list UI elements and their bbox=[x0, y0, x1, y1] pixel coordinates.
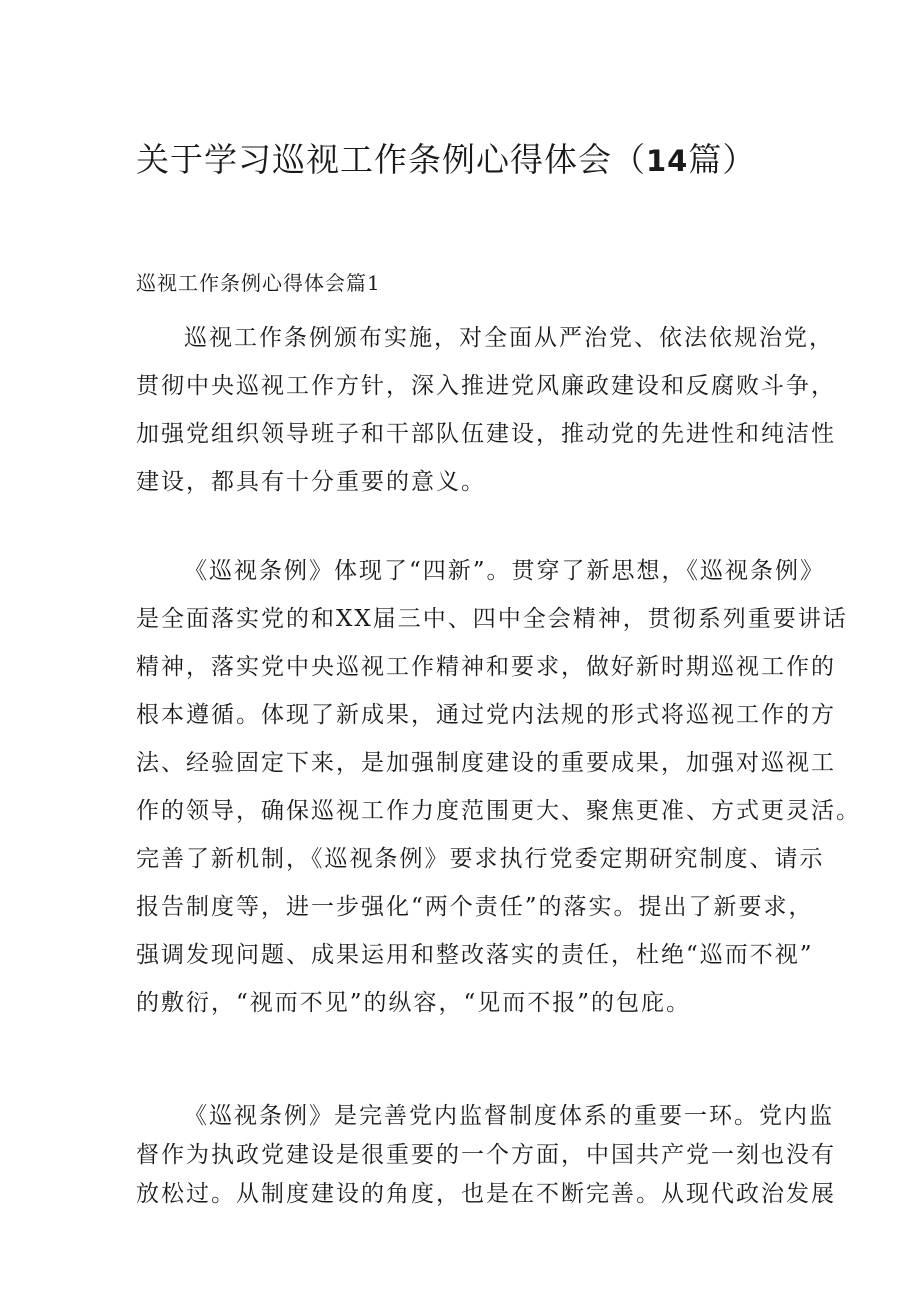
paragraph-line: 法、经验固定下来，是加强制度建设的重要成果，加强对巡视工 bbox=[136, 750, 836, 776]
paragraph-line: 精神，落实党中央巡视工作精神和要求，做好新时期巡视工作的 bbox=[136, 654, 836, 680]
paragraph-line: 《巡视条例》是完善党内监督制度体系的重要一环。党内监 bbox=[184, 1103, 834, 1129]
paragraph-line: 作的领导，确保巡视工作力度范围更大、聚焦更准、方式更灵活。 bbox=[136, 798, 861, 824]
paragraph-line: 强调发现问题、成果运用和整改落实的责任，杜绝“巡而不视” bbox=[136, 942, 814, 968]
paragraph-line: 贯彻中央巡视工作方针，深入推进党风廉政建设和反腐败斗争， bbox=[136, 373, 836, 399]
paragraph-line: 督作为执政党建设是很重要的一个方面，中国共产党一刻也没有 bbox=[136, 1142, 836, 1168]
paragraph-1 bbox=[136, 314, 836, 506]
paragraph-line: 的敷衍，“视而不见”的纵容，“见而不报”的包庇。 bbox=[136, 990, 692, 1016]
title-count: 14 bbox=[646, 144, 689, 178]
paragraph-line: 加强党组织领导班子和干部队伍建设，推动党的先进性和纯洁性 bbox=[136, 421, 836, 447]
document-title bbox=[136, 138, 856, 183]
paragraph-line: 《巡视条例》体现了“四新”。贯穿了新思想，《巡视条例》 bbox=[184, 558, 826, 584]
paragraph-line: 巡视工作条例颁布实施，对全面从严治党、依法依规治党， bbox=[184, 325, 834, 351]
paragraph-line: 建设，都具有十分重要的意义。 bbox=[136, 469, 486, 495]
title-prefix: 关于学习巡视工作条例心得体会（ bbox=[136, 140, 646, 179]
paragraph-line: 根本遵循。体现了新成果，通过党内法规的形式将巡视工作的方 bbox=[136, 702, 836, 728]
paragraph-line: 报告制度等，进一步强化“两个责任”的落实。提出了新要求， bbox=[136, 894, 814, 920]
paragraph-2 bbox=[136, 547, 861, 1027]
paragraph-line: 放松过。从制度建设的角度，也是在不断完善。从现代政治发展 bbox=[136, 1181, 836, 1207]
paragraph-3 bbox=[136, 1097, 836, 1214]
paragraph-line: 是全面落实党的和XX届三中、四中全会精神，贯彻系列重要讲话 bbox=[136, 606, 848, 632]
section-heading: 巡视工作条例心得体会篇1 bbox=[136, 271, 381, 295]
paragraph-line: 完善了新机制，《巡视条例》要求执行党委定期研究制度、请示 bbox=[136, 846, 825, 872]
title-suffix: 篇） bbox=[688, 140, 757, 179]
